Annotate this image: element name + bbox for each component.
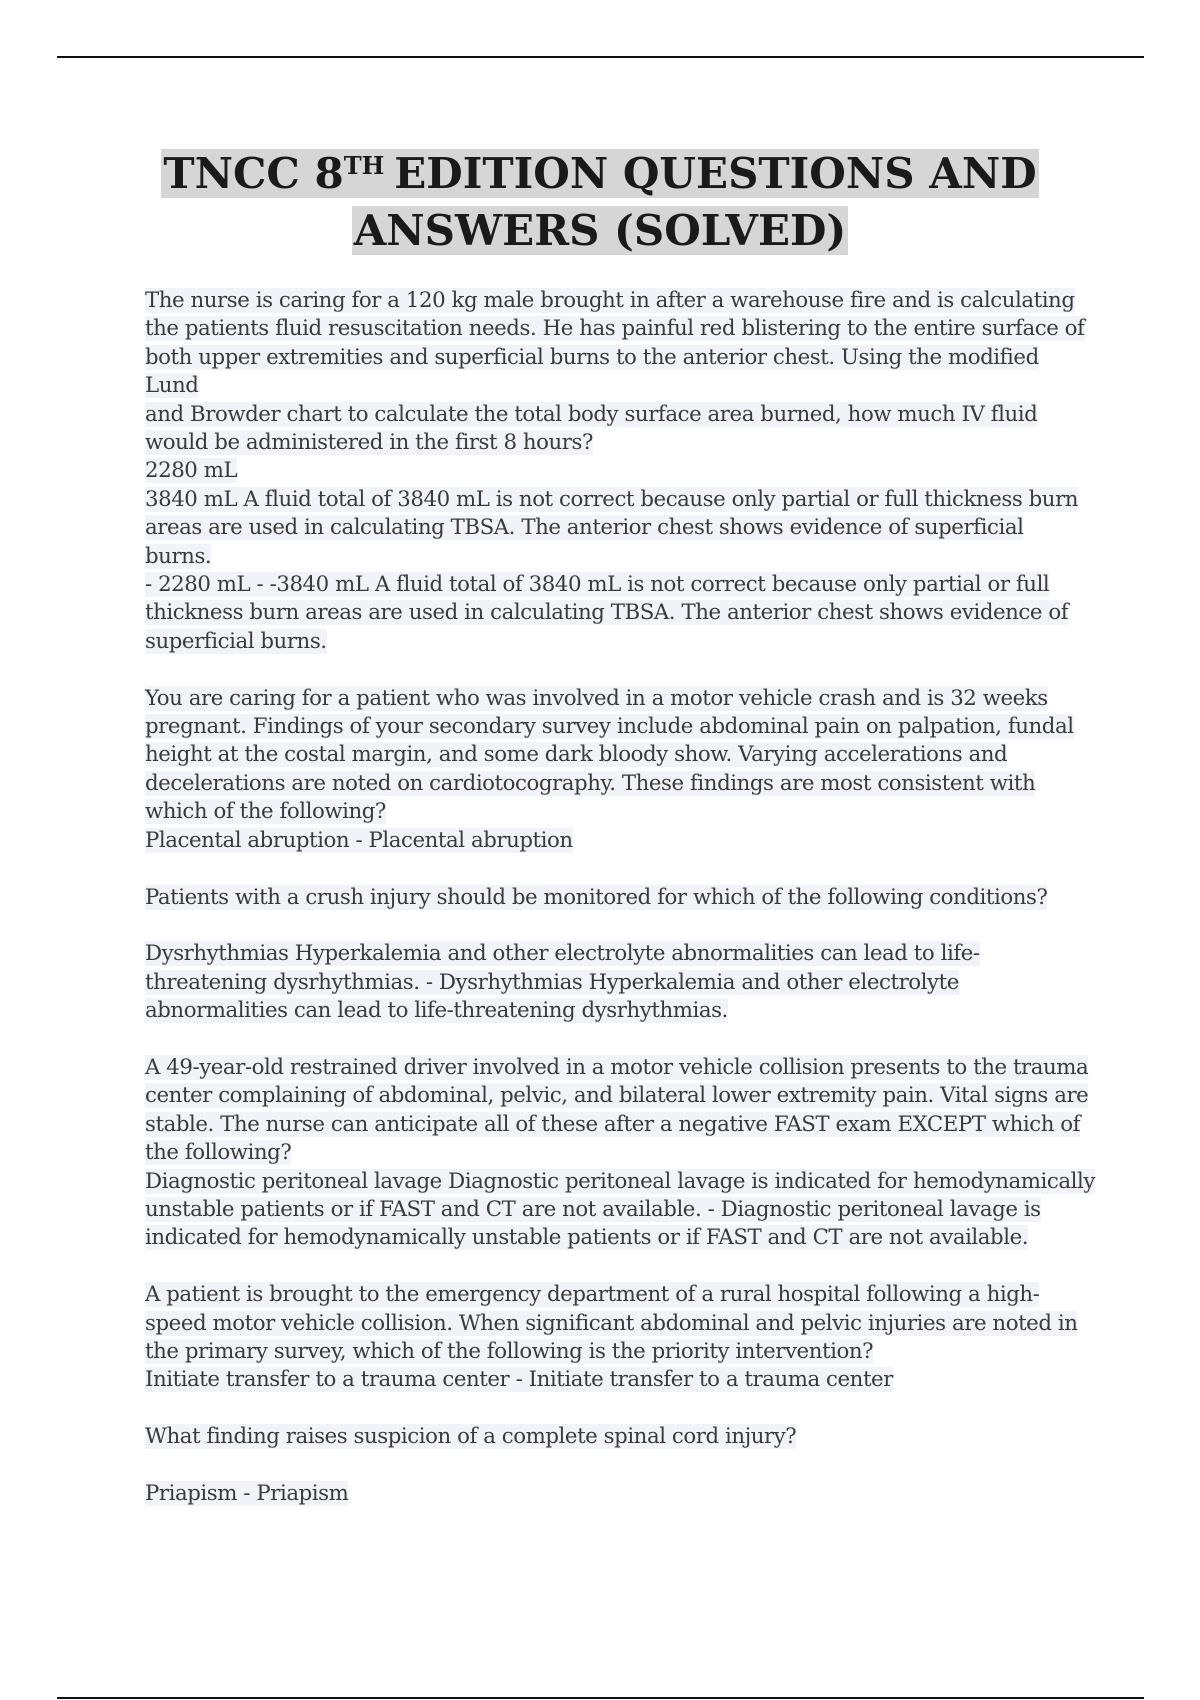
line-text: 2280 mL — [145, 458, 238, 484]
text-line — [145, 628, 1095, 656]
text-line — [145, 827, 1095, 855]
text-line — [145, 798, 1095, 826]
text-line — [145, 287, 1095, 315]
line-text: Diagnostic peritoneal lavage Diagnostic peritoneal lavage is indicated for hemodynamically — [145, 1168, 1095, 1194]
text-line — [145, 315, 1095, 343]
text-line — [145, 457, 1095, 485]
line-text: and Browder chart to calculate the total body surface area burned, how much IV fluid — [145, 401, 1038, 427]
line-text: decelerations are noted on cardiotocography. These findings are most consistent with — [145, 770, 1036, 796]
line-text: speed motor vehicle collision. When significant abdominal and pelvic injuries are noted in — [145, 1310, 1078, 1336]
qa-paragraph — [145, 1423, 1095, 1451]
line-text: abnormalities can lead to life-threatening dysrhythmias. — [145, 998, 728, 1024]
qa-paragraph — [145, 685, 1095, 855]
text-line — [145, 1310, 1095, 1338]
text-line — [145, 713, 1095, 741]
line-text: thickness burn areas are used in calculating TBSA. The anterior chest shows evidence of — [145, 600, 1069, 626]
title-part-2: EDITION QUESTIONS AND — [394, 149, 1037, 198]
text-line — [145, 401, 1095, 429]
line-text: The nurse is caring for a 120 kg male brought in after a warehouse fire and is calculating — [145, 288, 1075, 313]
text-line — [145, 344, 1095, 401]
document-body — [145, 287, 1095, 1537]
qa-paragraph — [145, 1054, 1095, 1253]
text-line — [145, 969, 1095, 997]
line-text: A 49-year-old restrained driver involved in a motor vehicle collision presents to the trauma — [145, 1054, 1089, 1080]
text-line — [145, 599, 1095, 627]
qa-paragraph — [145, 287, 1095, 656]
title-superscript: TH — [343, 151, 385, 180]
text-line — [145, 1224, 1095, 1252]
line-text: superficial burns. — [145, 628, 327, 654]
bottom-rule — [57, 1697, 1144, 1699]
text-line — [145, 1196, 1095, 1224]
line-text: Placental abruption - Placental abruption — [145, 827, 573, 853]
text-line — [145, 685, 1095, 713]
line-text: You are caring for a patient who was involved in a motor vehicle crash and is 32 weeks — [145, 685, 1048, 711]
line-text: threatening dysrhythmias. - Dysrhythmias Hyperkalemia and other electrolyte — [145, 969, 959, 995]
text-line — [145, 1082, 1095, 1110]
line-text: What finding raises suspicion of a complete spinal cord injury? — [145, 1424, 797, 1450]
text-line — [145, 1054, 1095, 1082]
line-text: would be administered in the first 8 hours? — [145, 430, 593, 456]
text-line — [145, 429, 1095, 457]
line-text: Dysrhythmias Hyperkalemia and other electrolyte abnormalities can lead to life- — [145, 941, 980, 967]
text-line — [145, 1338, 1095, 1366]
text-line — [145, 940, 1095, 968]
text-line — [145, 741, 1095, 769]
text-line — [145, 997, 1095, 1025]
text-line — [145, 514, 1095, 571]
line-text: stable. The nurse can anticipate all of these after a negative FAST exam EXCEPT which of — [145, 1111, 1081, 1137]
text-line — [145, 1111, 1095, 1139]
text-line — [145, 486, 1095, 514]
line-text: the primary survey, which of the following is the priority intervention? — [145, 1338, 874, 1364]
qa-paragraph — [145, 940, 1095, 1025]
qa-paragraph — [145, 1480, 1095, 1508]
text-line — [145, 1168, 1095, 1196]
text-line — [145, 1139, 1095, 1167]
line-text: the patients fluid resuscitation needs. He has painful red blistering to the entire surface of — [145, 316, 1085, 342]
text-line — [145, 1281, 1095, 1309]
title-part-1: TNCC 8 — [163, 149, 344, 198]
top-rule — [57, 56, 1144, 58]
text-line — [145, 884, 1095, 912]
line-text: both upper extremities and superficial burns to the anterior chest. Using the modified Lund — [145, 344, 1039, 399]
document-title — [0, 145, 1200, 259]
line-text: unstable patients or if FAST and CT are not available. - Diagnostic peritoneal lavage is — [145, 1196, 1041, 1222]
line-text: 3840 mL A fluid total of 3840 mL is not correct because only partial or full thickness burn — [145, 486, 1079, 512]
line-text: Priapism - Priapism — [145, 1480, 349, 1506]
line-text: Patients with a crush injury should be monitored for which of the following conditions? — [145, 884, 1048, 910]
title-line-2: ANSWERS (SOLVED) — [353, 206, 847, 255]
qa-paragraph — [145, 1281, 1095, 1395]
text-line — [145, 1480, 1095, 1508]
text-line — [145, 770, 1095, 798]
text-line — [145, 1366, 1095, 1394]
line-text: A patient is brought to the emergency department of a rural hospital following a high- — [145, 1282, 1040, 1308]
qa-paragraph — [145, 884, 1095, 912]
line-text: height at the costal margin, and some dark bloody show. Varying accelerations and — [145, 742, 1008, 768]
line-text: - 2280 mL - -3840 mL A fluid total of 3840 mL is not correct because only partial or full — [145, 572, 1050, 598]
text-line — [145, 571, 1095, 599]
line-text: the following? — [145, 1140, 292, 1166]
line-text: center complaining of abdominal, pelvic, and bilateral lower extremity pain. Vital signs are — [145, 1083, 1089, 1109]
text-line — [145, 1423, 1095, 1451]
line-text: pregnant. Findings of your secondary survey include abdominal pain on palpation, fundal — [145, 714, 1074, 740]
title-line-1 — [161, 149, 1038, 198]
line-text: areas are used in calculating TBSA. The anterior chest shows evidence of superficial burns. — [145, 515, 1024, 569]
line-text: indicated for hemodynamically unstable patients or if FAST and CT are not available. — [145, 1225, 1029, 1251]
line-text: Initiate transfer to a trauma center - Initiate transfer to a trauma center — [145, 1367, 893, 1393]
line-text: which of the following? — [145, 799, 386, 825]
